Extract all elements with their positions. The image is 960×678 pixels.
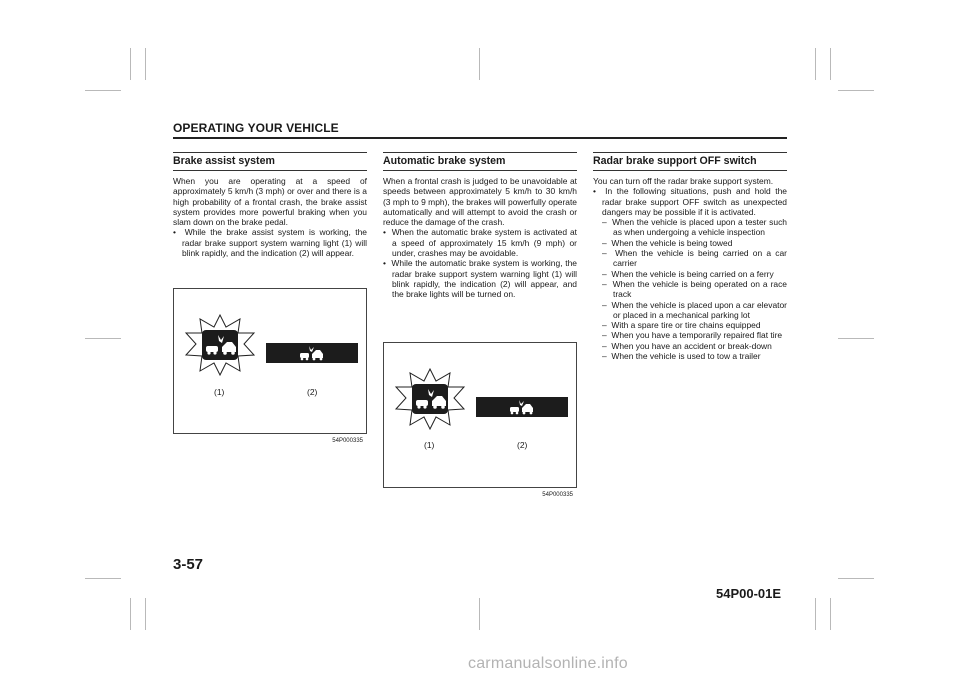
figure-label-2: (2) [517, 440, 528, 450]
section-top-rule [593, 152, 787, 153]
dash-list [593, 217, 787, 361]
figure-warning-indicators [173, 288, 367, 444]
section-top-rule [173, 152, 367, 153]
document-code: 54P00-01E [716, 586, 782, 601]
watermark: carmanualsonline.info [468, 655, 628, 672]
header-rule [173, 137, 787, 139]
section-paragraph: When you are operating at a speed of approximately 5 km/h (3 mph) or over and there is a high probability of a frontal crash, the brake assist system provides more powerful braking when you slam down on the brake pedal. [173, 176, 367, 228]
dash-item: – When you have an accident or break-down [602, 340, 772, 351]
figure-label-1: (1) [424, 440, 435, 450]
bullet-list [173, 227, 367, 258]
figure-code: 54P000335 [542, 492, 573, 498]
dash-item: – When the vehicle is being operated on a race track [602, 278, 787, 300]
collision-warning-burst-icon [392, 367, 468, 431]
dash-item: – When the vehicle is being carried on a car carrier [602, 248, 787, 269]
section-radar-brake-off [593, 152, 787, 361]
dash-item: – When the vehicle is used to tow a trailer [602, 351, 761, 362]
bullet-item: • When the automatic brake system is activated at a speed of approximately 15 km/h (9 mph) or under, crashes may be avoidable. [383, 227, 577, 259]
dash-item: – When the vehicle is being towed [602, 237, 733, 248]
bullet-list [593, 186, 787, 217]
page-header-title: OPERATING YOUR VEHICLE [173, 121, 339, 135]
section-top-rule [383, 152, 577, 153]
dash-item: – With a spare tire or tire chains equipped [602, 320, 761, 331]
section-paragraph: You can turn off the radar brake support system. [593, 176, 774, 186]
collision-warning-burst-icon [182, 313, 258, 377]
section-automatic-brake [383, 152, 577, 300]
dash-item: – When the vehicle is being carried on a ferry [602, 268, 774, 279]
figure-label-2: (2) [307, 387, 318, 397]
dash-item: – When the vehicle is placed upon a car elevator or placed in a mechanical parking lot [602, 299, 787, 320]
section-title: Automatic brake system [383, 155, 577, 171]
figure-label-1: (1) [214, 387, 225, 397]
section-title: Radar brake support OFF switch [593, 155, 787, 171]
section-brake-assist [173, 152, 367, 258]
figure-warning-indicators [383, 342, 577, 498]
page-number: 3-57 [173, 556, 204, 573]
section-paragraph: When a frontal crash is judged to be unavoidable at speeds between approximately 5 km/h to 30 km/h (3 mph to 9 mph), the brakes will powerfully operate automatically and will attempt to avoid the crash or reduce the damage of the crash. [383, 176, 577, 228]
section-title: Brake assist system [173, 155, 367, 171]
dash-item: – When you have a temporarily repaired flat tire [602, 330, 783, 341]
figure-code: 54P000335 [332, 438, 363, 444]
collision-indication-icon [476, 397, 568, 417]
bullet-list [383, 227, 577, 299]
bullet-item: • While the brake assist system is working, the radar brake support system warning light (1) will blink rapidly, and the indication (2) will appear. [173, 227, 367, 259]
bullet-item: • While the automatic brake system is working, the radar brake support system warning light (1) will blink rapidly, the indication (2) will appear, and the brake lights will be turned on. [383, 258, 577, 300]
bullet-item: • In the following situations, push and hold the radar brake support OFF switch as unexpected dangers may be possible if it is activated. [593, 186, 787, 217]
dash-item: – When the vehicle is placed upon a tester such as when undergoing a vehicle inspection [602, 217, 787, 238]
collision-indication-icon [266, 343, 358, 363]
